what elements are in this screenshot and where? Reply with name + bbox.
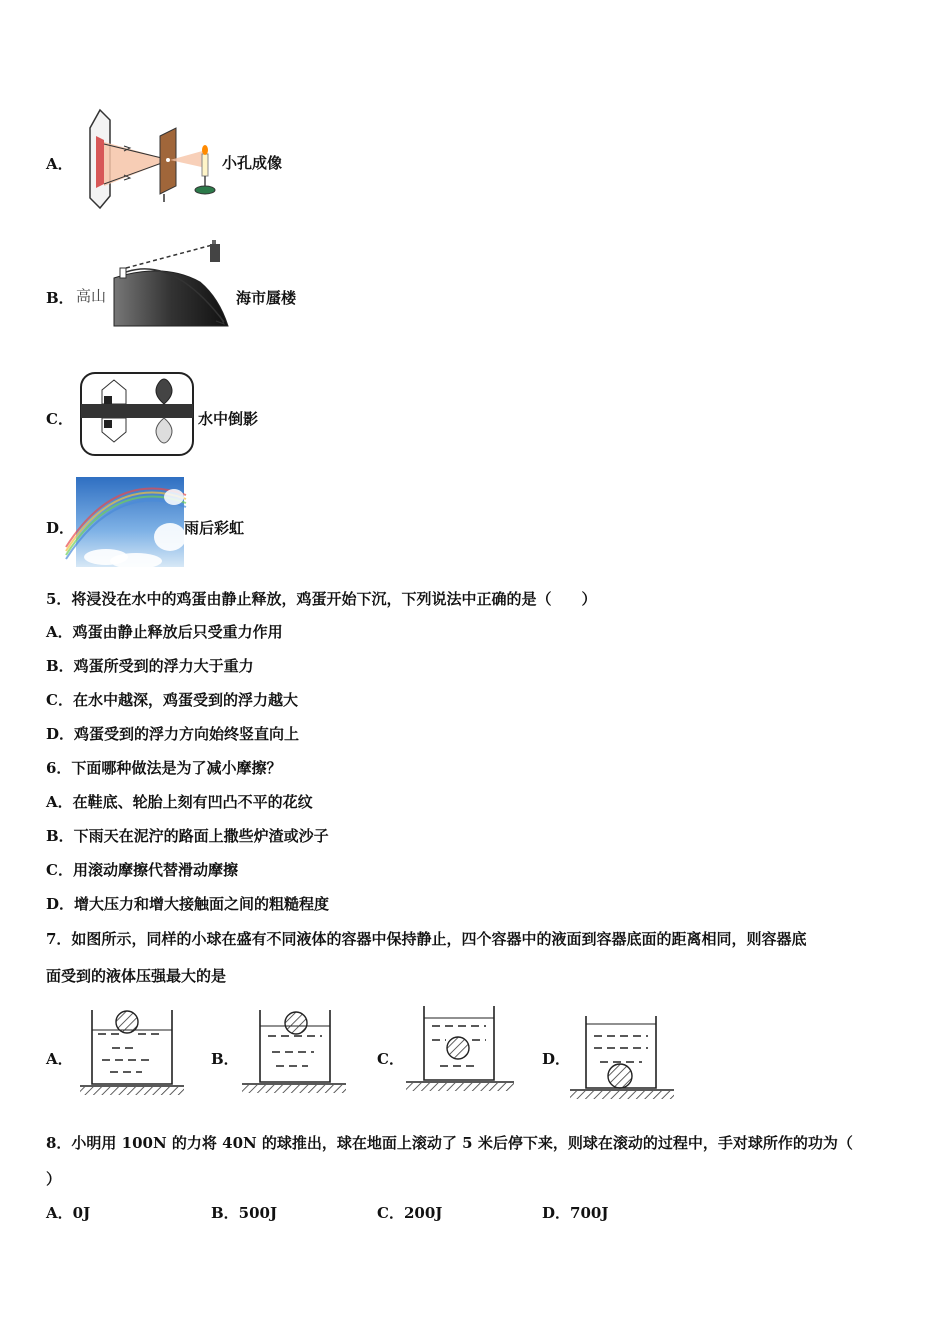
q5-option-b: B．鸡蛋所受到的浮力大于重力 — [46, 657, 254, 675]
q6-option-b: B．下雨天在泥泞的路面上撒些炉渣或沙子 — [46, 827, 329, 845]
pinhole-camera-figure — [84, 106, 224, 212]
container-d-figure — [570, 1012, 674, 1104]
container-a-figure — [80, 1006, 184, 1098]
q7-option-a: A． — [46, 1050, 73, 1068]
q6-option-c: C．用滚动摩擦代替滑动摩擦 — [46, 861, 238, 879]
option-d-letter: D． — [46, 519, 75, 537]
option-d-label: 雨后彩虹 — [184, 519, 245, 537]
q8-stem-line1: 8．小明用 100N 的力将 40N 的球推出，球在地面上滚动了 5 米后停下来，则球在滚动的过程中，手对球所作的功为（ — [46, 1134, 853, 1152]
q5-stem: 5．将浸没在水中的鸡蛋由静止释放，鸡蛋开始下沉，下列说法中正确的是（ ） — [46, 590, 597, 608]
q5-option-a: A．鸡蛋由静止释放后只受重力作用 — [46, 623, 283, 641]
container-b-figure — [242, 1006, 346, 1098]
q7-option-d: D． — [542, 1050, 571, 1068]
mirage-figure — [74, 238, 234, 330]
q6-option-d: D．增大压力和增大接触面之间的粗糙程度 — [46, 895, 330, 913]
reflection-figure — [80, 372, 196, 456]
q8-option-a: A．0J — [46, 1204, 91, 1222]
mountain-label: 高山 — [76, 287, 107, 305]
option-a-label: 小孔成像 — [222, 154, 283, 172]
q8-option-b: B．500J — [211, 1204, 278, 1222]
option-b-label: 海市蜃楼 — [236, 289, 297, 307]
rainbow-photo — [76, 477, 184, 567]
option-c-letter: C． — [46, 410, 73, 428]
option-b-letter: B． — [46, 289, 74, 307]
option-c-label: 水中倒影 — [198, 410, 259, 428]
q6-stem: 6．下面哪种做法是为了减小摩擦？ — [46, 759, 282, 777]
option-a-letter: A． — [46, 155, 73, 173]
q5-option-c: C．在水中越深，鸡蛋受到的浮力越大 — [46, 691, 298, 709]
q8-option-c: C．200J — [377, 1204, 443, 1222]
q7-stem-line2: 面受到的液体压强最大的是 — [46, 967, 227, 985]
q7-stem-line1: 7．如图所示，同样的小球在盛有不同液体的容器中保持静止，四个容器中的液面到容器底面的距离相同，则容器底 — [46, 930, 807, 948]
q8-option-d: D．700J — [542, 1204, 609, 1222]
q8-stem-line2: ） — [46, 1170, 62, 1188]
q7-option-c: C． — [377, 1050, 404, 1068]
q6-option-a: A．在鞋底、轮胎上刻有凹凸不平的花纹 — [46, 793, 313, 811]
q7-option-b: B． — [211, 1050, 239, 1068]
q5-option-d: D．鸡蛋受到的浮力方向始终竖直向上 — [46, 725, 300, 743]
container-c-figure — [406, 1004, 514, 1096]
